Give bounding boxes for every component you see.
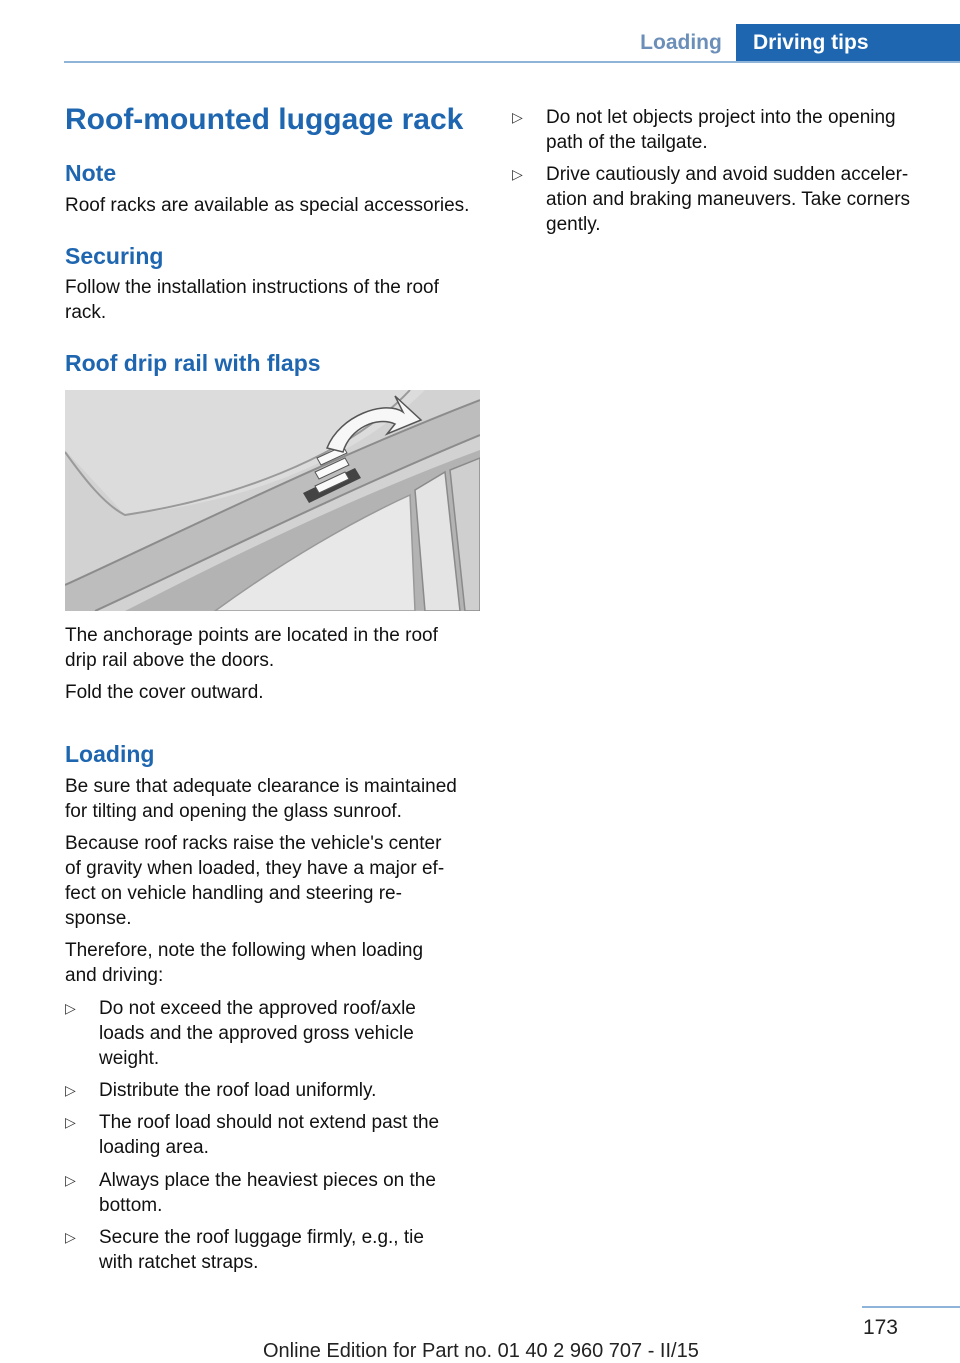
- list-item-text: ation and braking maneuvers. Take corners: [546, 189, 911, 210]
- bullet-triangle-icon: ▷: [65, 1000, 76, 1016]
- securing-heading: Securing: [65, 243, 164, 269]
- list-item: [512, 105, 932, 155]
- loading-heading: Loading: [65, 741, 155, 767]
- bullet-triangle-icon: ▷: [512, 109, 523, 125]
- bullet-triangle-icon: ▷: [65, 1172, 76, 1188]
- therefore-line-2: and driving:: [65, 965, 164, 986]
- list-item: [65, 996, 465, 1071]
- list-item-text: weight.: [99, 1048, 160, 1069]
- clearance-line-1: Be sure that adequate clearance is maintained: [65, 776, 457, 797]
- list-item-text: Secure the roof luggage firmly, e.g., tie: [99, 1227, 424, 1248]
- list-item-text: bottom.: [99, 1195, 163, 1216]
- note-text: Roof racks are available as special accessories.: [65, 195, 470, 216]
- securing-text-line-1: Follow the installation instructions of the roof: [65, 277, 439, 298]
- securing-text-line-2: rack.: [65, 302, 107, 323]
- list-item-text: Drive cautiously and avoid sudden acceler-: [546, 164, 909, 185]
- page-title: Roof-mounted luggage rack: [65, 103, 464, 136]
- list-item: [65, 1110, 465, 1160]
- list-item-text: Do not exceed the approved roof/axle: [99, 998, 416, 1019]
- roof-drip-rail-illustration: [65, 390, 480, 611]
- list-item-text: Do not let objects project into the opening: [546, 107, 896, 128]
- bullet-triangle-icon: ▷: [65, 1229, 76, 1245]
- fold-text: Fold the cover outward.: [65, 682, 264, 703]
- drip-rail-heading: Roof drip rail with flaps: [65, 350, 321, 376]
- page-number: 173: [862, 1316, 898, 1339]
- bullet-triangle-icon: ▷: [65, 1082, 76, 1098]
- footer-rule: [862, 1306, 960, 1308]
- bullet-triangle-icon: ▷: [65, 1114, 76, 1130]
- list-item: [65, 1168, 465, 1218]
- header-chapter-tab: Driving tips: [736, 24, 960, 62]
- gravity-line-2: of gravity when loaded, they have a major ef-: [65, 858, 445, 879]
- list-item-text: loads and the approved gross vehicle: [99, 1023, 414, 1044]
- list-item-text: loading area.: [99, 1137, 209, 1158]
- gravity-line-1: Because roof racks raise the vehicle's center: [65, 833, 442, 854]
- list-item-text: gently.: [546, 214, 601, 235]
- list-item: [65, 1078, 465, 1103]
- therefore-line-1: Therefore, note the following when loading: [65, 940, 424, 961]
- list-item-text: Distribute the roof load uniformly.: [99, 1080, 377, 1101]
- list-item-text: path of the tailgate.: [546, 132, 708, 153]
- header-rule: [64, 61, 960, 63]
- list-item: [65, 1225, 465, 1275]
- gravity-line-4: sponse.: [65, 908, 132, 929]
- list-item-text: The roof load should not extend past the: [99, 1112, 440, 1133]
- edition-footer: Online Edition for Part no. 01 40 2 960 707 - II/15: [263, 1340, 699, 1362]
- anchorage-text-line-1: The anchorage points are located in the roof: [65, 625, 438, 646]
- list-item-text: with ratchet straps.: [99, 1252, 259, 1273]
- gravity-line-3: fect on vehicle handling and steering re-: [65, 883, 402, 904]
- header-section-tab: Loading: [640, 31, 722, 54]
- list-item-text: Always place the heaviest pieces on the: [99, 1170, 436, 1191]
- note-heading: Note: [65, 160, 117, 186]
- bullet-triangle-icon: ▷: [512, 166, 523, 182]
- anchorage-text-line-2: drip rail above the doors.: [65, 650, 275, 671]
- clearance-line-2: for tilting and opening the glass sunroof.: [65, 801, 402, 822]
- list-item: [512, 162, 932, 237]
